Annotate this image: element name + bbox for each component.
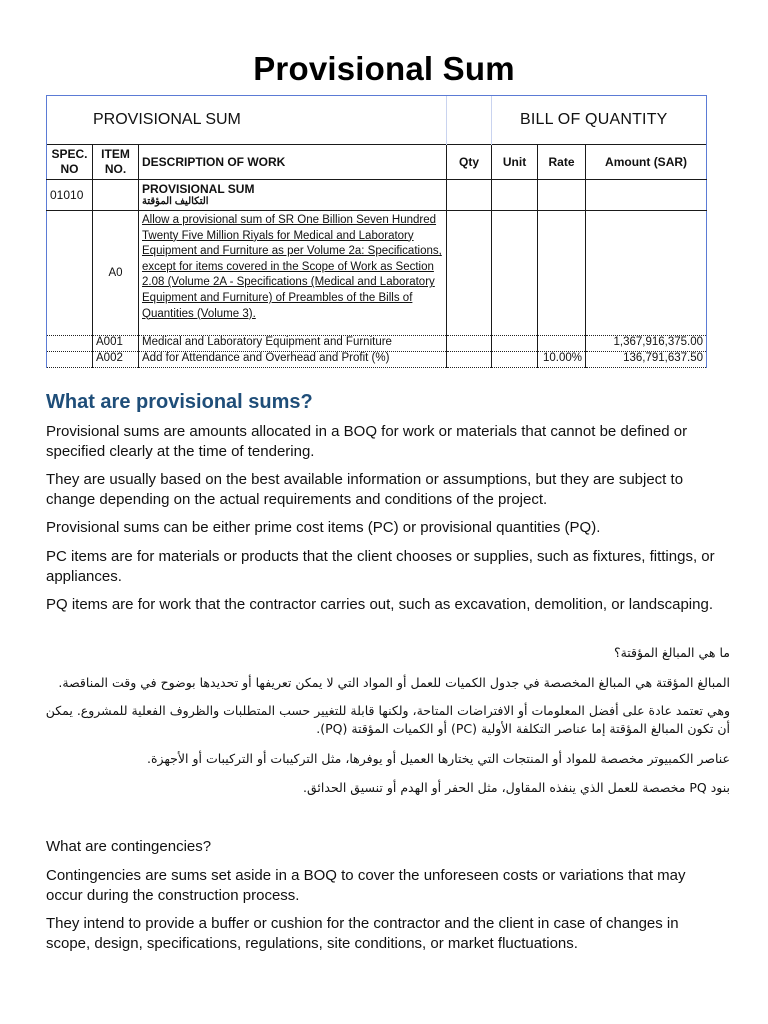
col-unit: Unit [492, 145, 538, 180]
boq-band-title: PROVISIONAL SUM [47, 96, 447, 145]
item-amount-a001: 1,367,916,375.00 [586, 336, 707, 352]
paragraph-types: Provisional sums can be either prime cost items (PC) or provisional quantities (PQ). [46, 519, 601, 536]
paragraph-contingency-definition: Contingencies are sums set aside in a BOQ to cover the unforeseen costs or variations that may occur during the construction process. [46, 867, 686, 904]
boq-band-right: BILL OF QUANTITY [492, 96, 707, 145]
item-desc-a001: Medical and Laboratory Equipment and Furniture [139, 336, 447, 352]
section-heading-provisional: What are provisional sums? [46, 391, 313, 413]
paragraph-basis: They are usually based on the best available information or assumptions, but they are subject to change depending on the actual requirements and conditions of the project. [46, 471, 684, 508]
contingency-heading: What are contingencies? [46, 838, 212, 855]
col-spec-no: SPEC. NO [47, 145, 93, 180]
allowance-item: A0 [93, 211, 139, 336]
col-amount: Amount (SAR) [586, 145, 707, 180]
item-amount-a002: 136,791,637.50 [586, 352, 707, 368]
item-rate-a001 [538, 336, 586, 352]
spec-code: 01010 [47, 180, 93, 211]
arabic-paragraph-pq: بنود PQ مخصصة للعمل الذي ينفذه المقاول، مثل الحفر أو الهدم أو تنسيق الحدائق. [303, 780, 730, 795]
arabic-paragraph-definition: المبالغ المؤقتة هي المبالغ المخصصة في جدول الكميات للعمل أو المواد التي لا يمكن تعريفها أو تحديدها بوضوح في وقت المناقصة. [58, 675, 730, 690]
col-item-no: ITEM NO. [93, 145, 139, 180]
page-title: Provisional Sum [253, 50, 515, 87]
paragraph-pc-items: PC items are for materials or products that the client chooses or supplies, such as fixtures, fittings, or appliances. [46, 548, 715, 585]
allowance-text: Allow a provisional sum of SR One Billion Seven Hundred Twenty Five Million Riyals for Medical and Laboratory Equipment and Furniture as per Volume 2a: Specifications, except for items covered in the Scope of Work as Section 2.08 (Volume 2A - Specifications (Medical and Laboratory Equipment and Furniture) of Preambles of the Bills of Quantities (Volume 3). [142, 214, 442, 320]
boq-table-image [46, 95, 706, 368]
paragraph-pq-items: PQ items are for work that the contractor carries out, such as excavation, demolition, or landscaping. [46, 596, 713, 613]
section-title: PROVISIONAL SUM [142, 182, 255, 196]
arabic-heading: ما هي المبالغ المؤقتة؟ [613, 645, 730, 660]
item-code-a002: A002 [93, 352, 139, 368]
item-desc-a002: Add for Attendance and Overhead and Profit (%) [139, 352, 447, 368]
item-rate-a002: 10.00% [538, 352, 586, 368]
paragraph-definition: Provisional sums are amounts allocated in a BOQ for work or materials that cannot be defined or specified clearly at the time of tendering. [46, 423, 688, 460]
arabic-paragraph-pc: عناصر الكمبيوتر مخصصة للمواد أو المنتجات التي يختارها العميل أو يوفرها، مثل التركيبات أو التركيبات أو الأجهزة. [146, 751, 730, 766]
arabic-paragraph-basis: وهي تعتمد عادة على أفضل المعلومات أو الافتراضات المتاحة، ولكنها قابلة للتغيير حسب المتطلبات والظروف الفعلية للمشروع. يمكن أن تكون المبالغ المؤقتة إما عناصر التكلفة الأولية (PC) أو الكميات المؤقتة (PQ). [45, 703, 730, 736]
section-title-ar: التكاليف المؤقتة [142, 196, 209, 207]
paragraph-contingency-purpose: They intend to provide a buffer or cushion for the contractor and the client in case of changes in scope, design, specifications, regulations, site conditions, or market fluctuations. [46, 915, 679, 952]
col-rate: Rate [538, 145, 586, 180]
col-qty: Qty [447, 145, 492, 180]
col-description: DESCRIPTION OF WORK [139, 145, 447, 180]
item-code-a001: A001 [93, 336, 139, 352]
